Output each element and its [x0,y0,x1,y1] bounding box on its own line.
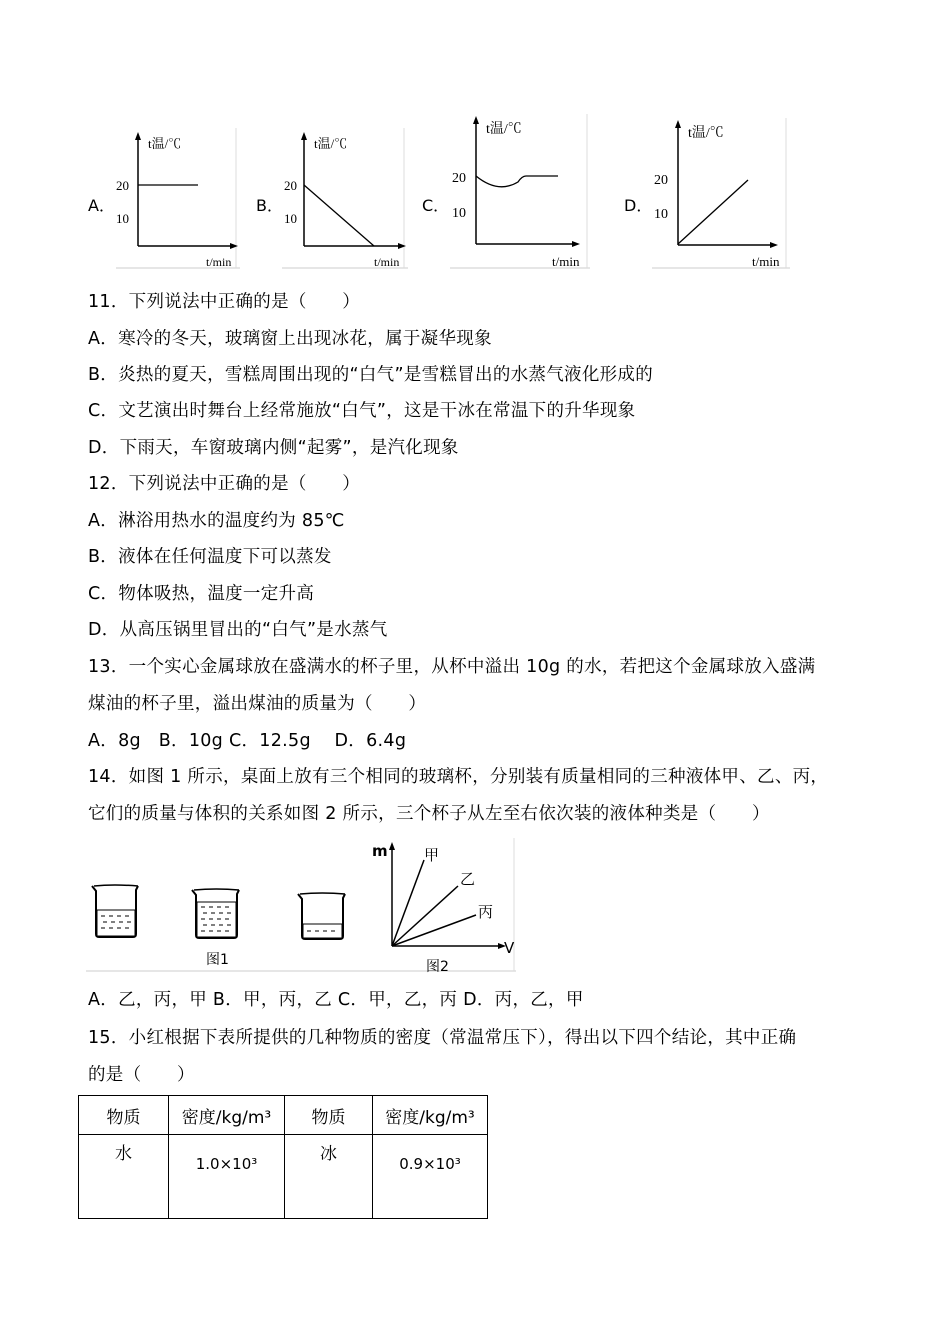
q11-option-d: D．下雨天，车窗玻璃内侧“起雾”，是汽化现象 [88,438,459,458]
graph-a-tick-20: 20 [116,178,129,193]
mv-graph [372,842,515,957]
fig1-caption: 图1 [206,952,229,968]
table-header: 物质 [79,1096,169,1135]
graph-d [652,118,790,270]
graph-c [450,114,590,270]
q13-stem-line2: 煤油的杯子里，溢出煤油的质量为（ ） [88,694,427,714]
graph-b-tick-20: 20 [284,178,297,193]
line-jia [392,860,424,946]
beaker-1 [92,885,138,937]
graph-b-ylabel: t温/℃ [314,136,348,151]
graph-c-xlabel: t/min [552,254,580,269]
table-cell: 0.9×10³ [373,1135,488,1219]
graph-b-curve [304,185,374,246]
table-header: 密度/kg/m³ [373,1096,488,1135]
line-yi [392,886,458,946]
graph-a-ylabel: t温/℃ [148,136,182,151]
graph-b-xlabel: t/min [374,255,400,269]
q14-options: A．乙，丙，甲 B．甲，丙，乙 C．甲，乙，丙 D．丙，乙，甲 [88,990,584,1010]
q15-stem-line1: 15．小红根据下表所提供的几种物质的密度（常温常压下），得出以下四个结论，其中正确 [88,1028,797,1048]
q11-stem: 11．下列说法中正确的是（ ） [88,292,361,312]
line-bing [392,915,476,946]
option-label-a: A． [88,196,115,215]
graph-d-curve [678,180,748,244]
q15-stem-line2: 的是（ ） [88,1065,195,1085]
table-header-row [79,1096,488,1135]
mv-axis-v: V [504,939,515,957]
graph-b [282,128,408,270]
graph-d-xlabel: t/min [752,254,780,269]
q12-option-c: C．物体吸热，温度一定升高 [88,584,315,604]
mv-axis-m: m [372,842,388,860]
table-cell: 1.0×10³ [169,1135,285,1219]
table-row [79,1135,488,1219]
label-jia: 甲 [424,846,440,864]
q11-option-b: B．炎热的夏天，雪糕周围出现的“白气”是雪糕冒出的水蒸气液化形成的 [88,365,654,385]
graph-a-xlabel: t/min [206,255,232,269]
table-header: 密度/kg/m³ [169,1096,285,1135]
graph-d-tick-20: 20 [654,173,668,188]
q14-figures [86,838,516,973]
label-yi: 乙 [460,870,476,888]
option-label-b: B． [256,196,283,215]
q12-stem: 12．下列说法中正确的是（ ） [88,474,361,494]
beaker-3 [298,893,345,939]
option-label-c: C． [422,196,450,215]
graph-d-ylabel: t温/℃ [688,126,724,141]
graph-c-tick-10: 10 [452,206,466,221]
graph-c-curve [476,176,558,187]
table-cell: 冰 [285,1135,373,1219]
density-table [78,1095,488,1219]
q11-option-a: A．寒冷的冬天，玻璃窗上出现冰花，属于凝华现象 [88,329,492,349]
graph-c-ylabel: t温/℃ [486,122,522,137]
q12-option-d: D．从高压锅里冒出的“白气”是水蒸气 [88,620,388,640]
graph-b-tick-10: 10 [284,211,297,226]
fig2-caption: 图2 [426,959,449,973]
table-header: 物质 [285,1096,373,1135]
graph-d-tick-10: 10 [654,207,668,222]
q11-option-c: C．文艺演出时舞台上经常施放“白气”，这是干冰在常温下的升华现象 [88,401,636,421]
q12-option-b: B．液体在任何温度下可以蒸发 [88,547,332,567]
option-label-d: D． [624,196,653,215]
q13-options: A．8g B．10g C．12.5g D．6.4g [88,731,407,751]
table-cell: 水 [79,1135,169,1219]
q12-option-a: A．淋浴用热水的温度约为 85℃ [88,511,345,531]
graph-a-tick-10: 10 [116,211,129,226]
q14-stem-line2: 它们的质量与体积的关系如图 2 所示，三个杯子从左至右依次装的液体种类是（ ） [88,804,770,824]
graph-a [116,128,240,270]
q14-stem-line1: 14．如图 1 所示，桌面上放有三个相同的玻璃杯，分别装有质量相同的三种液体甲、乙、丙， [88,767,829,787]
graph-c-tick-20: 20 [452,171,466,186]
label-bing: 丙 [478,903,494,921]
q13-stem-line1: 13．一个实心金属球放在盛满水的杯子里，从杯中溢出 10g 的水，若把这个金属球放入盛满 [88,657,816,677]
beaker-2 [192,889,239,938]
